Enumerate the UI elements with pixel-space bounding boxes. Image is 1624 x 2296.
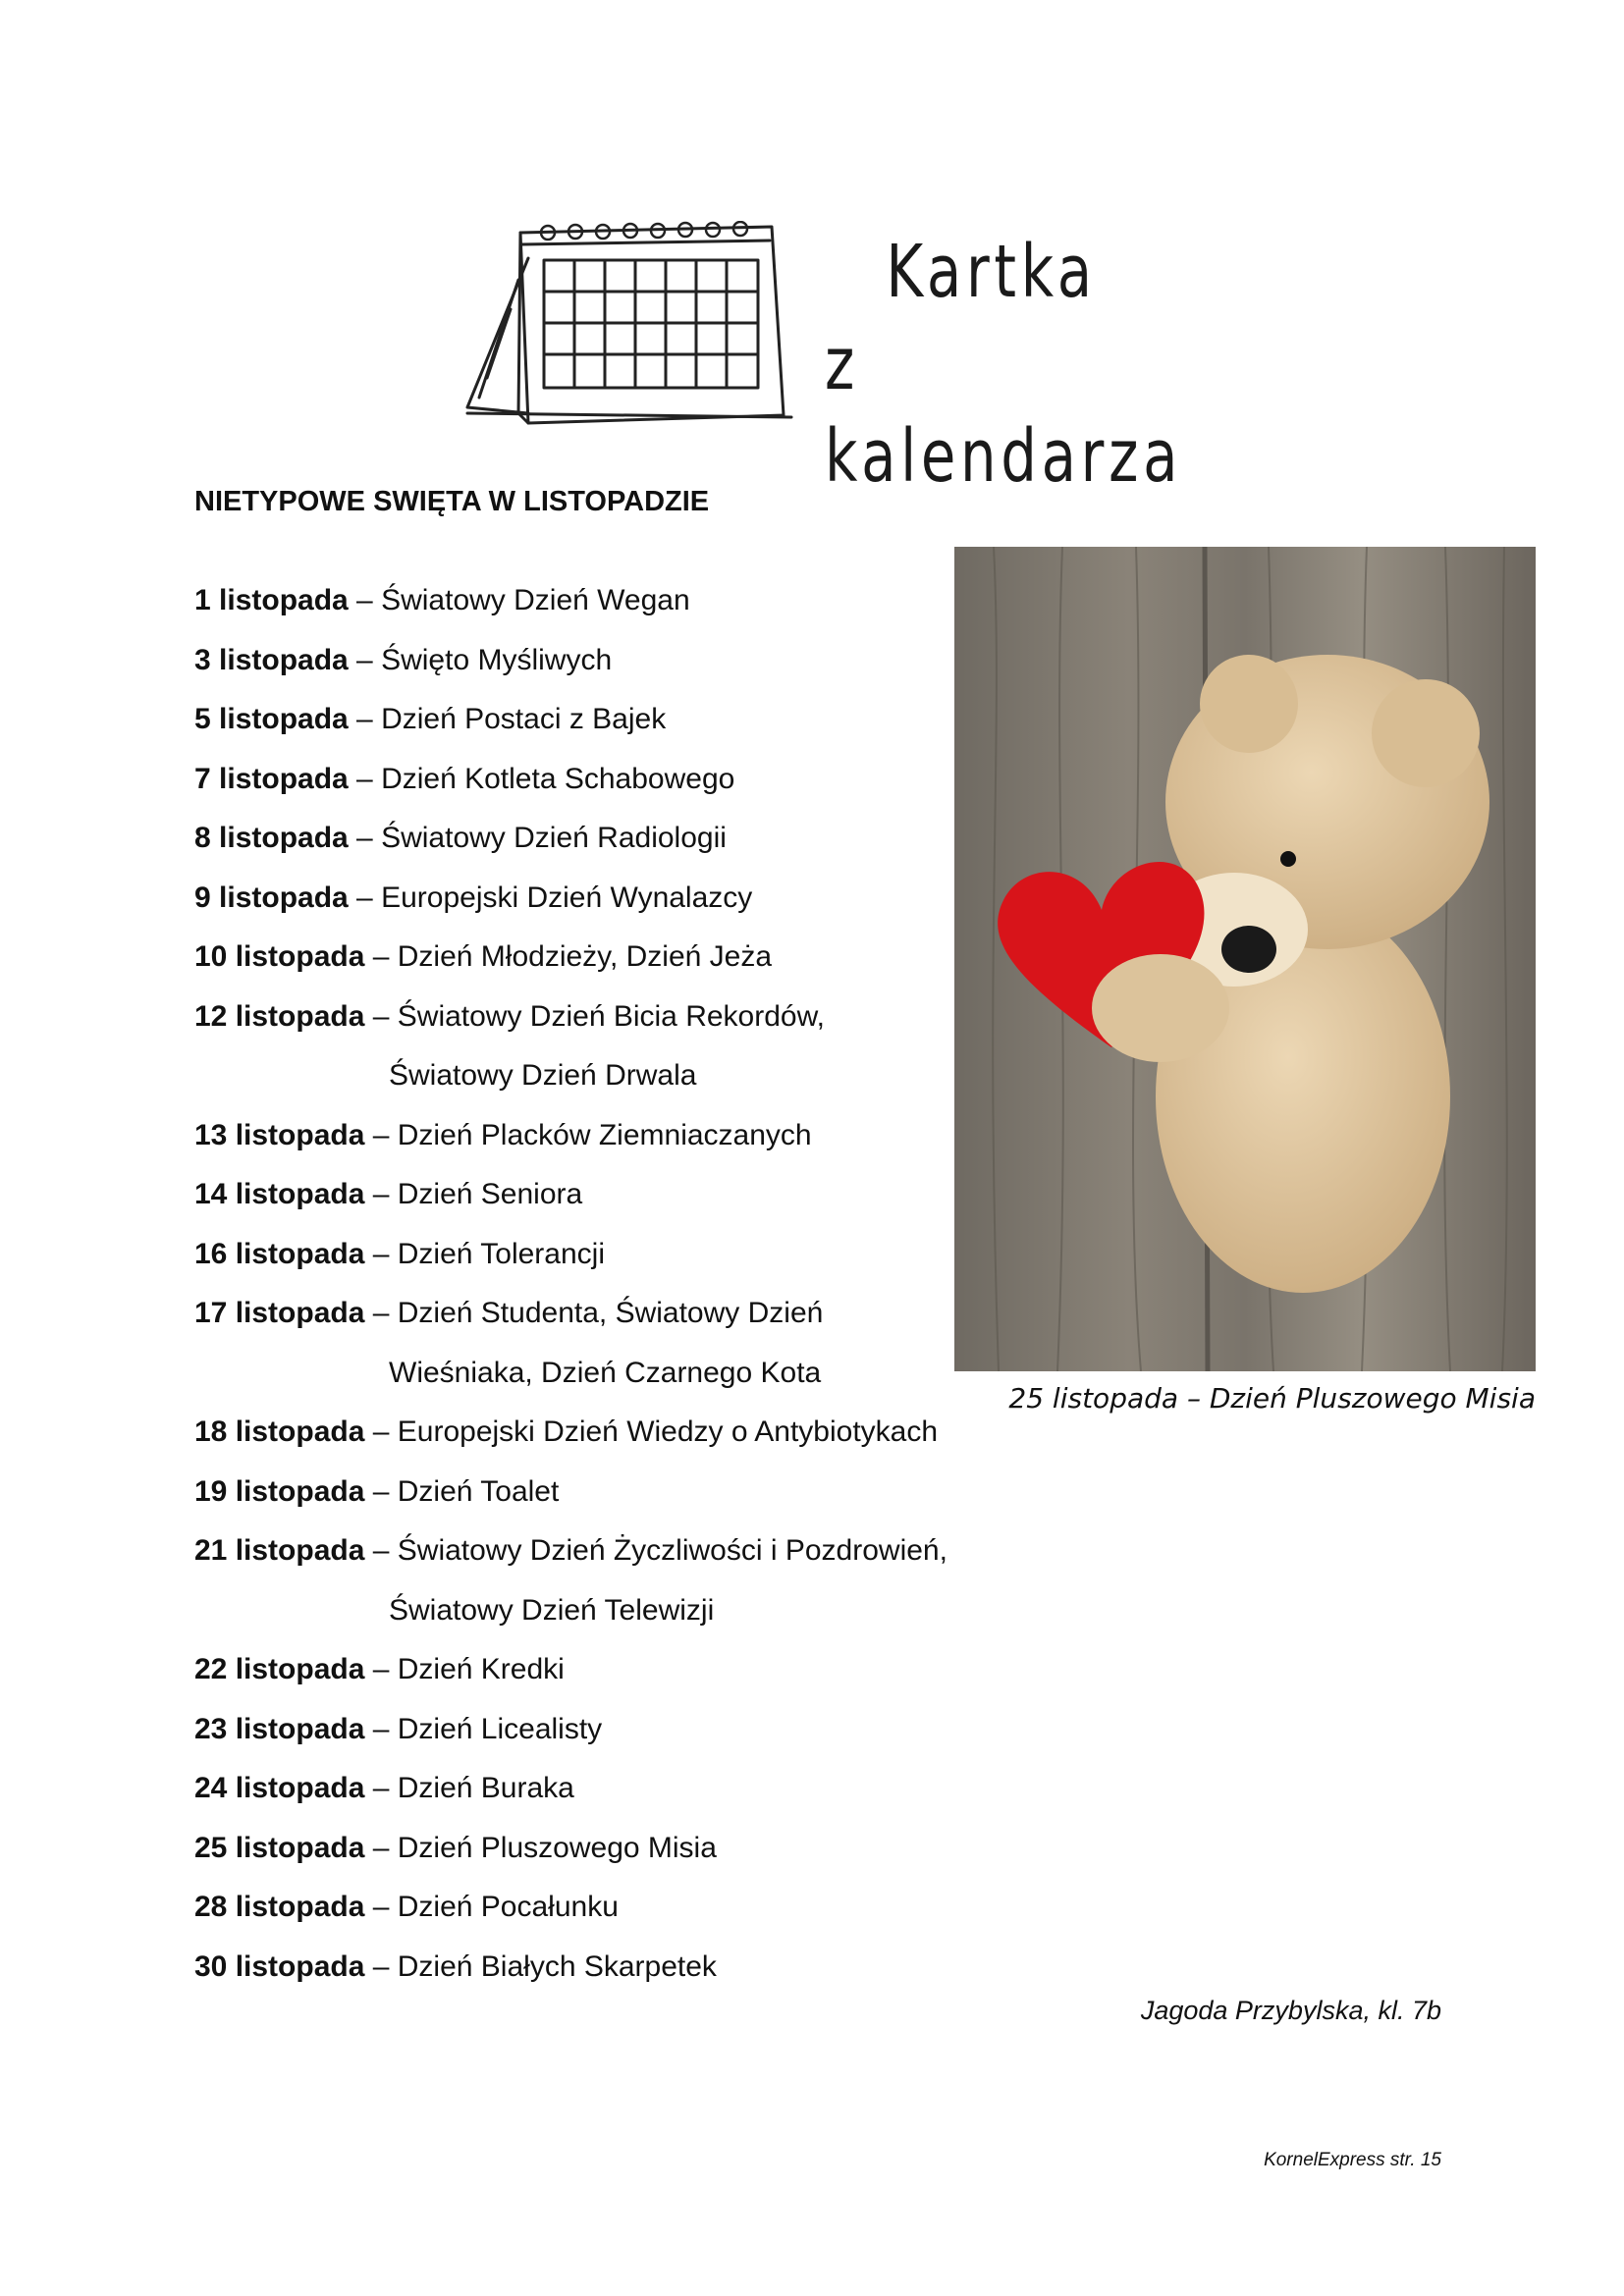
list-item: [194, 1403, 980, 1463]
holiday-name: Dzień Seniora: [397, 1178, 583, 1210]
list-item: [194, 809, 980, 869]
list-item: [194, 1165, 980, 1225]
holiday-date: 9 listopada: [194, 881, 349, 914]
title-line-2: z kalendarza: [825, 322, 1183, 499]
holiday-separator: –: [364, 1831, 398, 1864]
list-item: [194, 1759, 980, 1819]
holiday-separator: –: [348, 822, 382, 854]
holiday-separator: –: [364, 1118, 398, 1151]
teddy-bear-with-heart-photo: [954, 547, 1536, 1371]
list-item: [194, 1106, 980, 1166]
list-item: [194, 988, 980, 1106]
holiday-date: 18 listopada: [194, 1415, 365, 1448]
holiday-date: 16 listopada: [194, 1237, 365, 1270]
list-item: [194, 1640, 980, 1700]
desk-calendar-icon: [460, 221, 803, 432]
holiday-name: Dzień Kotleta Schabowego: [381, 762, 735, 795]
list-item: [194, 1938, 980, 1998]
section-heading: NIETYPOWE SWIĘTA W LISTOPADZIE: [194, 486, 710, 517]
list-item: [194, 1700, 980, 1760]
holiday-separator: –: [364, 1949, 398, 1983]
holiday-separator: –: [348, 703, 382, 735]
holiday-separator: –: [364, 1237, 398, 1270]
holiday-date: 10 listopada: [194, 940, 365, 973]
holiday-date: 23 listopada: [194, 1712, 365, 1745]
title-line-1: Kartka: [886, 230, 1097, 314]
list-item: [194, 1819, 980, 1879]
holiday-separator: –: [364, 1178, 398, 1210]
holiday-name: Dzień Buraka: [397, 1772, 574, 1804]
holiday-name: Dzień Postaci z Bajek: [381, 703, 667, 735]
holiday-date: 30 listopada: [194, 1949, 365, 1983]
holiday-separator: –: [348, 881, 382, 914]
list-item: [194, 1225, 980, 1285]
list-item: [194, 869, 980, 929]
holiday-separator: –: [364, 1653, 398, 1685]
holiday-separator: –: [348, 762, 382, 795]
holiday-date: 22 listopada: [194, 1653, 365, 1685]
holiday-name: Europejski Dzień Wynalazcy: [381, 881, 753, 914]
list-item: [194, 750, 980, 810]
list-item: [194, 571, 980, 631]
holiday-date: 3 listopada: [194, 643, 349, 676]
holiday-date: 7 listopada: [194, 762, 349, 795]
holiday-separator: –: [364, 1297, 398, 1329]
holiday-date: 14 listopada: [194, 1178, 365, 1210]
holiday-name: Światowy Dzień Wegan: [381, 584, 690, 616]
holiday-name: Dzień Kredki: [397, 1653, 565, 1685]
list-item: [194, 690, 980, 750]
holiday-name: Dzień Placków Ziemniaczanych: [397, 1118, 812, 1151]
holiday-separator: –: [364, 1712, 398, 1745]
holiday-date: 13 listopada: [194, 1118, 365, 1151]
holiday-name: Dzień Toalet: [397, 1474, 560, 1508]
holiday-separator: –: [364, 1891, 398, 1923]
holiday-separator: –: [348, 584, 382, 616]
holiday-name: Światowy Dzień Życzliwości i Pozdrowień,: [397, 1534, 947, 1567]
holiday-name: Światowy Dzień Bicia Rekordów,: [397, 999, 825, 1033]
holiday-separator: –: [364, 1534, 398, 1567]
holiday-date: 5 listopada: [194, 703, 349, 735]
holiday-list: [194, 571, 980, 1997]
list-item: [194, 631, 980, 691]
holiday-name-continued: Światowy Dzień Drwala: [389, 1059, 697, 1092]
holiday-name: Dzień Białych Skarpetek: [397, 1949, 717, 1983]
holiday-name-continued: Światowy Dzień Telewizji: [389, 1593, 715, 1627]
holiday-name-continued: Wieśniaka, Dzień Czarnego Kota: [389, 1356, 822, 1389]
holiday-separator: –: [364, 1474, 398, 1508]
photo-caption: 25 listopada – Dzień Pluszowego Misia: [1008, 1382, 1536, 1415]
holiday-date: 8 listopada: [194, 822, 349, 854]
holiday-separator: –: [364, 1415, 398, 1448]
holiday-date: 17 listopada: [194, 1297, 365, 1329]
holiday-name: Święto Myśliwych: [381, 643, 613, 676]
holiday-separator: –: [348, 643, 382, 676]
holiday-date: 25 listopada: [194, 1831, 365, 1864]
holiday-date: 12 listopada: [194, 999, 365, 1033]
list-item: [194, 1463, 980, 1522]
holiday-date: 28 listopada: [194, 1891, 365, 1923]
list-item: [194, 1878, 980, 1938]
holiday-name: Dzień Licealisty: [397, 1712, 603, 1745]
holiday-date: 1 listopada: [194, 584, 349, 616]
holiday-name: Światowy Dzień Radiologii: [381, 822, 727, 854]
holiday-separator: –: [364, 999, 398, 1033]
page-footer: KornelExpress str. 15: [1264, 2150, 1441, 2170]
holiday-date: 24 listopada: [194, 1772, 365, 1804]
holiday-name: Dzień Młodzieży, Dzień Jeża: [397, 940, 773, 973]
holiday-name: Europejski Dzień Wiedzy o Antybiotykach: [397, 1415, 939, 1448]
holiday-separator: –: [364, 940, 398, 973]
holiday-name: Dzień Tolerancji: [397, 1237, 605, 1270]
holiday-name: Dzień Pocałunku: [397, 1891, 619, 1923]
list-item: [194, 928, 980, 988]
list-item: [194, 1522, 980, 1640]
holiday-separator: –: [364, 1772, 398, 1804]
page-title: [825, 226, 1183, 503]
author-signature: Jagoda Przybylska, kl. 7b: [1140, 1996, 1441, 2025]
holiday-date: 19 listopada: [194, 1474, 365, 1508]
holiday-name: Dzień Pluszowego Misia: [397, 1831, 717, 1864]
list-item: [194, 1284, 980, 1403]
holiday-name: Dzień Studenta, Światowy Dzień: [397, 1297, 824, 1329]
holiday-date: 21 listopada: [194, 1534, 365, 1567]
